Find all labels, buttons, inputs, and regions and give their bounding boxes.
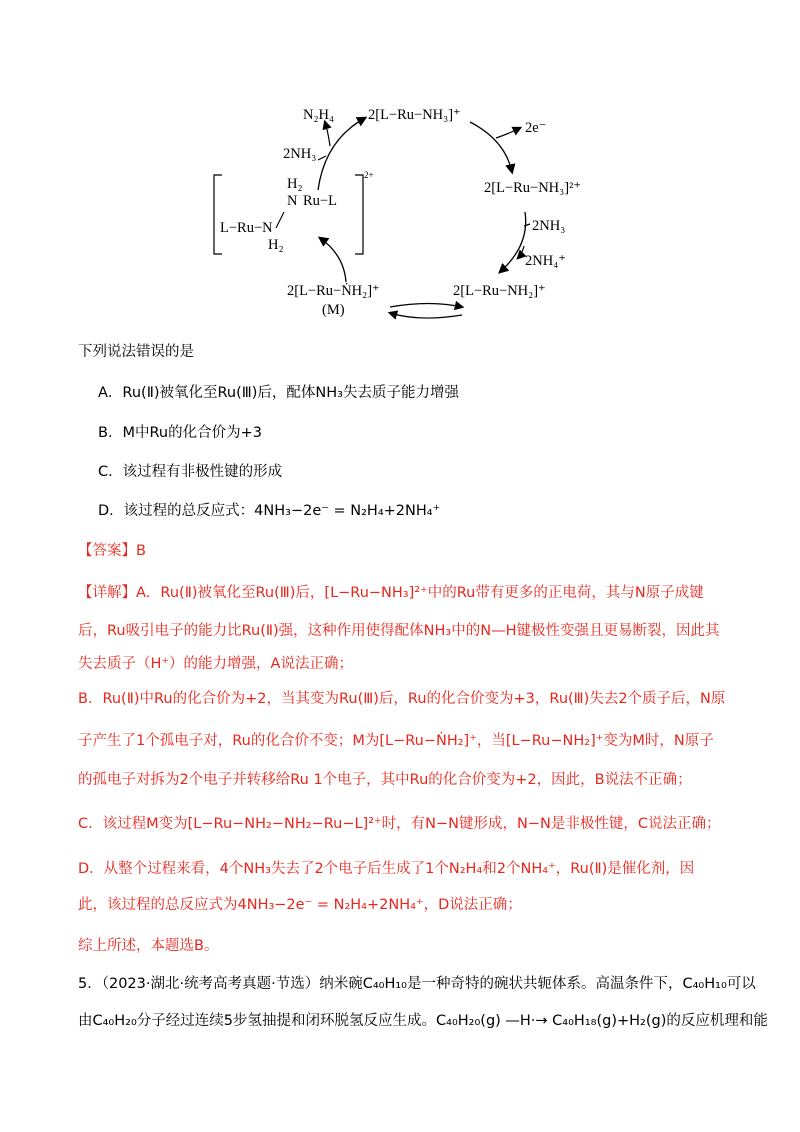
n2h4-label: N₂H₄: [303, 107, 335, 123]
arrow-top-to-right: [470, 122, 512, 172]
bottom-right-complex-label: 2[L−Ru−NH₂]⁺: [453, 283, 546, 299]
next-question-line-1: 5．（2023·湖北·统考高考真题·节选）纳米碗C₄₀H₁₀是一种奇特的碗状共轭体系。高温条件下，C₄₀H₁₀可以: [78, 976, 756, 992]
explanation-line-5: 子产生了1个孤电子对，Ru的化合价不变；M为[L−Ru−ṄH₂]⁺，当[L−Ru−NH₂]⁺变为M时，N原子: [78, 733, 714, 749]
arrow-right-to-bottom: [500, 212, 526, 272]
option-c-text: 该过程有非极性键的形成: [122, 464, 283, 480]
next-question-line-2: 由C₄₀H₂₀分子经过连续5步氢抽提和闭环脱氢反应生成。C₄₀H₂₀(g) —H·→ C₄₀H₁₈(g)+H₂(g)的反应机理和能: [78, 1013, 768, 1029]
dimer-right-bracket: [355, 175, 363, 254]
dimer-charge: 2+: [364, 170, 374, 180]
arrow-2e-branch: [496, 128, 520, 138]
option-a: [98, 383, 459, 403]
equilibrium-forward: [390, 304, 462, 308]
bottom-left-complex-label: 2[L−Ru−ṄH₂]⁺: [287, 283, 380, 299]
explanation-line-4: B．Ru(Ⅱ)中Ru的化合价为+2，当其变为Ru(Ⅲ)后，Ru的化合价变为+3，Ru(Ⅲ)失去2个质子后，N原: [78, 691, 726, 707]
option-b-label: B．: [98, 425, 123, 441]
option-b-text: M中Ru的化合价为+3: [122, 425, 262, 441]
explanation-line-3: 失去质子（H⁺）的能力增强，A说法正确；: [78, 656, 353, 672]
explanation-summary: 综上所述，本题选B。: [78, 938, 219, 954]
two-nh3-left-label: 2NH₃: [283, 146, 317, 162]
question-prompt: 下列说法错误的是: [78, 344, 194, 360]
option-d-text: 该过程的总反应式：4NH₃−2e⁻ = N₂H₄+2NH₄⁺: [123, 503, 441, 519]
explanation-line-1: 【详解】A．Ru(Ⅱ)被氧化至Ru(Ⅲ)后，[L−Ru−NH₃]²⁺中的Ru带有更多的正电荷，其与N原子成键: [78, 585, 704, 601]
two-nh4-label: 2NH₄⁺: [525, 253, 566, 269]
explanation-line-2: 后，Ru吸引电子的能力比Ru(Ⅱ)强，这种作用使得配体NH₃中的N—H键极性变强且更易断裂，因此其: [78, 623, 720, 639]
arrow-dimer-to-top: [318, 118, 365, 190]
explanation-line-6: 的孤电子对拆为2个电子并转移给Ru 1个电子，其中Ru的化合价变为+2，因此，B说法不正确；: [78, 772, 692, 788]
dimer-l-ru-n: L−Ru−N: [220, 220, 273, 236]
two-e-label: 2e⁻: [525, 120, 547, 136]
dimer-left-bracket: [214, 175, 222, 254]
dimer-h2-top: H₂: [287, 176, 303, 192]
explanation-line-8: D．从整个过程来看，4个NH₃失去了2个电子后生成了1个N₂H₄和2个NH₄⁺，Ru(Ⅱ)是催化剂，因: [78, 861, 695, 877]
option-b: [98, 423, 262, 443]
option-a-label: A．: [98, 385, 123, 401]
right-complex-label: 2[L−Ru−NH₃]²⁺: [484, 180, 582, 196]
arrow-2nh3-in: [318, 156, 326, 160]
reaction-cycle-diagram: [0, 0, 800, 340]
two-nh3-right-label: 2NH₃: [532, 218, 566, 234]
explanation-line-7: C．该过程M变为[L−Ru−NH₂−NH₂−Ru−L]²⁺时，有N−N键形成，N−N是非极性键，C说法正确；: [78, 816, 721, 832]
arrow-m-to-dimer: [320, 238, 346, 282]
dimer-n-n-bond: [276, 212, 284, 228]
m-label: (M): [322, 302, 345, 318]
dimer-h2-bottom: H₂: [268, 237, 284, 253]
explanation-line-9: 此，该过程的总反应式为4NH₃−2e⁻ = N₂H₄+2NH₄⁺，D说法正确；: [78, 897, 522, 913]
arrow-nh3-in: [524, 224, 530, 226]
option-c: [98, 462, 282, 482]
option-a-text: Ru(Ⅱ)被氧化至Ru(Ⅲ)后，配体NH₃失去质子能力增强: [122, 385, 459, 401]
cycle-arrows: [0, 0, 800, 340]
top-complex-label: 2[L−Ru−NH₃]⁺: [368, 107, 461, 123]
arrow-n2h4-out: [325, 122, 330, 146]
answer: [78, 541, 146, 561]
option-d-label: D．: [98, 503, 124, 519]
answer-value: B: [136, 543, 146, 559]
option-d: [98, 501, 440, 521]
equilibrium-back: [390, 313, 462, 318]
dimer-n-top: N: [287, 193, 298, 209]
answer-label: 【答案】: [78, 543, 136, 559]
option-c-label: C．: [98, 464, 123, 480]
dimer-ru-l: Ru−L: [303, 193, 337, 209]
